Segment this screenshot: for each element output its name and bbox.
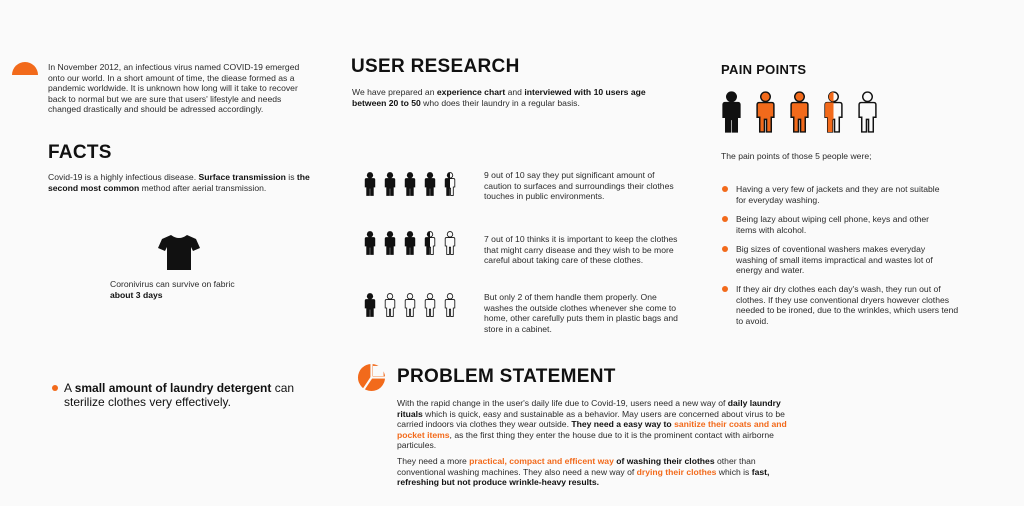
problem-paragraph-2: They need a more practical, compact and efficent way of washing their clothes other than conventional washing machines. They also need a new way of drying their clothes which is fast, refreshing but not produce wrinkle-heavy results. <box>397 456 770 487</box>
stat-people-row-3 <box>364 293 456 317</box>
detergent-bullet <box>52 385 58 391</box>
pain-point-4: If they air dry clothes each day's wash, they run out of clothes. If they use conventional dryers however clothes needed to be ironed, due to the wrinkles, which users tend to avoid. <box>736 284 959 326</box>
person-icon <box>384 172 396 196</box>
research-title: USER RESEARCH <box>351 56 520 77</box>
pain-bullet-4 <box>722 286 728 292</box>
pain-point-1: Having a very few of jackets and they are not suitable for everyday washing. <box>736 184 940 205</box>
pain-people <box>721 88 878 136</box>
person-icon <box>384 293 396 317</box>
pain-point-3: Big sizes of coventional washers makes everyday washing of small items impractical and wastes lot of energy and water. <box>736 244 933 275</box>
person-icon <box>404 293 416 317</box>
stat-text-3: But only 2 of them handle them properly. One washes the outside clothes whenever she come to home, other carefully puts them in plastic bags and store in a cabinet. <box>484 292 678 334</box>
person-icon <box>404 172 416 196</box>
person-icon <box>444 172 456 196</box>
fabric-note: Coronivirus can survive on fabric about 3 days <box>110 279 235 300</box>
person-icon <box>404 231 416 255</box>
tshirt-icon <box>158 233 200 271</box>
pain-intro: The pain points of those 5 people were; <box>721 151 872 161</box>
person-icon <box>424 172 436 196</box>
pain-bullet-3 <box>722 246 728 252</box>
person-icon <box>755 88 776 136</box>
stat-text-1: 9 out of 10 say they put significant amount of caution to surfaces and surroundings their clothes touches in public environments. <box>484 170 674 201</box>
pain-title: PAIN POINTS <box>721 62 807 77</box>
research-intro: We have prepared an experience chart and interviewed with 10 users age between 20 to 50 who does their laundry in a regular basis. <box>352 87 646 108</box>
problem-title: PROBLEM STATEMENT <box>397 366 616 387</box>
stat-text-2: 7 out of 10 thinks it is important to keep the clothes that might carry disease and they wish to be more careful about taking care of these clothes. <box>484 234 678 265</box>
person-icon <box>364 293 376 317</box>
pain-point-2: Being lazy about wiping cell phone, keys and other items with alcohol. <box>736 214 930 235</box>
pain-bullet-2 <box>722 216 728 222</box>
person-icon <box>789 88 810 136</box>
person-icon <box>721 88 742 136</box>
person-icon <box>364 172 376 196</box>
person-icon <box>424 231 436 255</box>
stat-people-row-2 <box>364 231 456 255</box>
half-circle-icon <box>12 61 38 75</box>
detergent-text: A small amount of laundry detergent can sterilize clothes very effectively. <box>64 381 295 409</box>
problem-paragraph-1: With the rapid change in the user's daily life due to Covid-19, users need a new way of daily laundry rituals which is quick, easy and sustainable as a behavior. May users are concerned about virus to be carried indoors via clothes they wear outside. They need a easy way to sanitize their coats and and pocket items, as the first thing they enter the house due to it is the prominent contact with airborne particules. <box>397 398 787 450</box>
person-icon <box>424 293 436 317</box>
person-icon <box>444 293 456 317</box>
person-icon <box>823 88 844 136</box>
facts-title: FACTS <box>48 142 112 163</box>
person-icon <box>857 88 878 136</box>
stat-people-row-1 <box>364 172 456 196</box>
pain-bullet-1 <box>722 186 728 192</box>
intro-text: In November 2012, an infectious virus named COVID-19 emerged onto our world. In a short amount of time, the diease formed as a pandemic worldwide. It is unknown how long will it take to recover back to normal but we are sure that users' lifestyle and needs changed drastically and should be adressed accordingly. <box>48 62 300 114</box>
person-icon <box>364 231 376 255</box>
person-icon <box>384 231 396 255</box>
pie-icon <box>357 363 386 392</box>
facts-paragraph: Covid-19 is a highly infectious disease. Surface transmission is the second most common method after aerial transmission. <box>48 172 310 193</box>
person-icon <box>444 231 456 255</box>
